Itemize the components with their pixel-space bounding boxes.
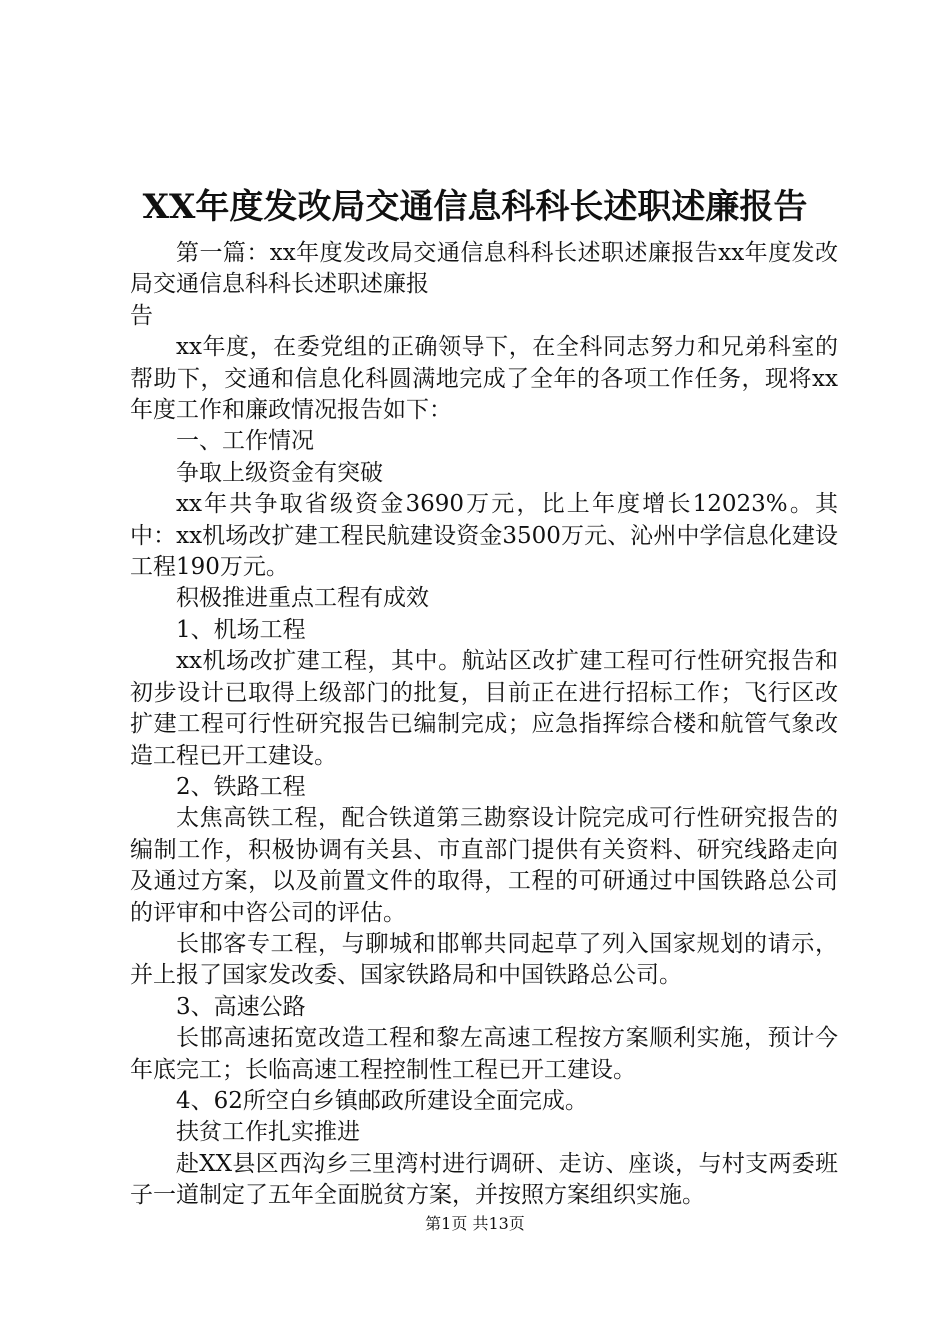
paragraph-heading-continuation: 告 (130, 302, 153, 329)
paragraph-railway-changhan: 长邯客专工程，与聊城和邯郸共同起草了列入国家规划的请示，并上报了国家发改委、国家铁路局和中国铁路总公司。 (130, 930, 838, 989)
paragraph-funding: xx年共争取省级资金3690万元，比上年度增长12023%。其中：xx机场改扩建工程民航建设资金3500万元、沁州中学信息化建设工程190万元。 (130, 491, 838, 581)
paragraph-airport: xx机场改扩建工程，其中。航站区改扩建工程可行性研究报告和初步设计已取得上级部门的批复，目前正在进行招标工作；飞行区改扩建工程可行性研究报告已编制完成；应急指挥综合楼和航管气象改造工程已开工建设。 (130, 648, 838, 769)
item-heading-highway: 3、高速公路 (176, 993, 306, 1020)
paragraph-poverty: 赴XX县区西沟乡三里湾村进行调研、走访、座谈，与村支两委班子一道制定了五年全面脱贫方案，并按照方案组织实施。 (130, 1150, 838, 1209)
subheading-poverty: 扶贫工作扎实推进 (176, 1119, 360, 1146)
document-title: XX年度发改局交通信息科科长述职述廉报告 (142, 187, 808, 227)
item-postal: 4、62所空白乡镇邮政所建设全面完成。 (176, 1087, 588, 1114)
paragraph-highway: 长邯高速拓宽改造工程和黎左高速工程按方案顺利实施，预计今年底完工；长临高速工程控制性工程已开工建设。 (130, 1025, 838, 1083)
paragraph-railway-taijiao: 太焦高铁工程，配合铁道第三勘察设计院完成可行性研究报告的编制工作，积极协调有关县、市直部门提供有关资料、研究线路走向及通过方案，以及前置文件的取得，工程的可研通过中国铁路总公司的评审和中咨公司的评估。 (130, 805, 838, 926)
item-heading-railway: 2、铁路工程 (176, 773, 306, 800)
subheading-key-projects: 积极推进重点工程有成效 (176, 585, 429, 612)
paragraph-intro: xx年度，在委党组的正确领导下，在全科同志努力和兄弟科室的帮助下，交通和信息化科圆满地完成了全年的各项工作任务，现将xx年度工作和廉政情况报告如下： (130, 334, 838, 424)
page-footer: 第1页 共13页 (425, 1214, 525, 1233)
subheading-funding: 争取上级资金有突破 (176, 459, 383, 486)
section-heading-work: 一、工作情况 (176, 428, 314, 455)
paragraph-heading-line: 第一篇：xx年度发改局交通信息科科长述职述廉报告xx年度发改局交通信息科科长述职述廉报 (130, 240, 838, 298)
document-body (130, 238, 838, 1212)
item-heading-airport: 1、机场工程 (176, 616, 306, 643)
